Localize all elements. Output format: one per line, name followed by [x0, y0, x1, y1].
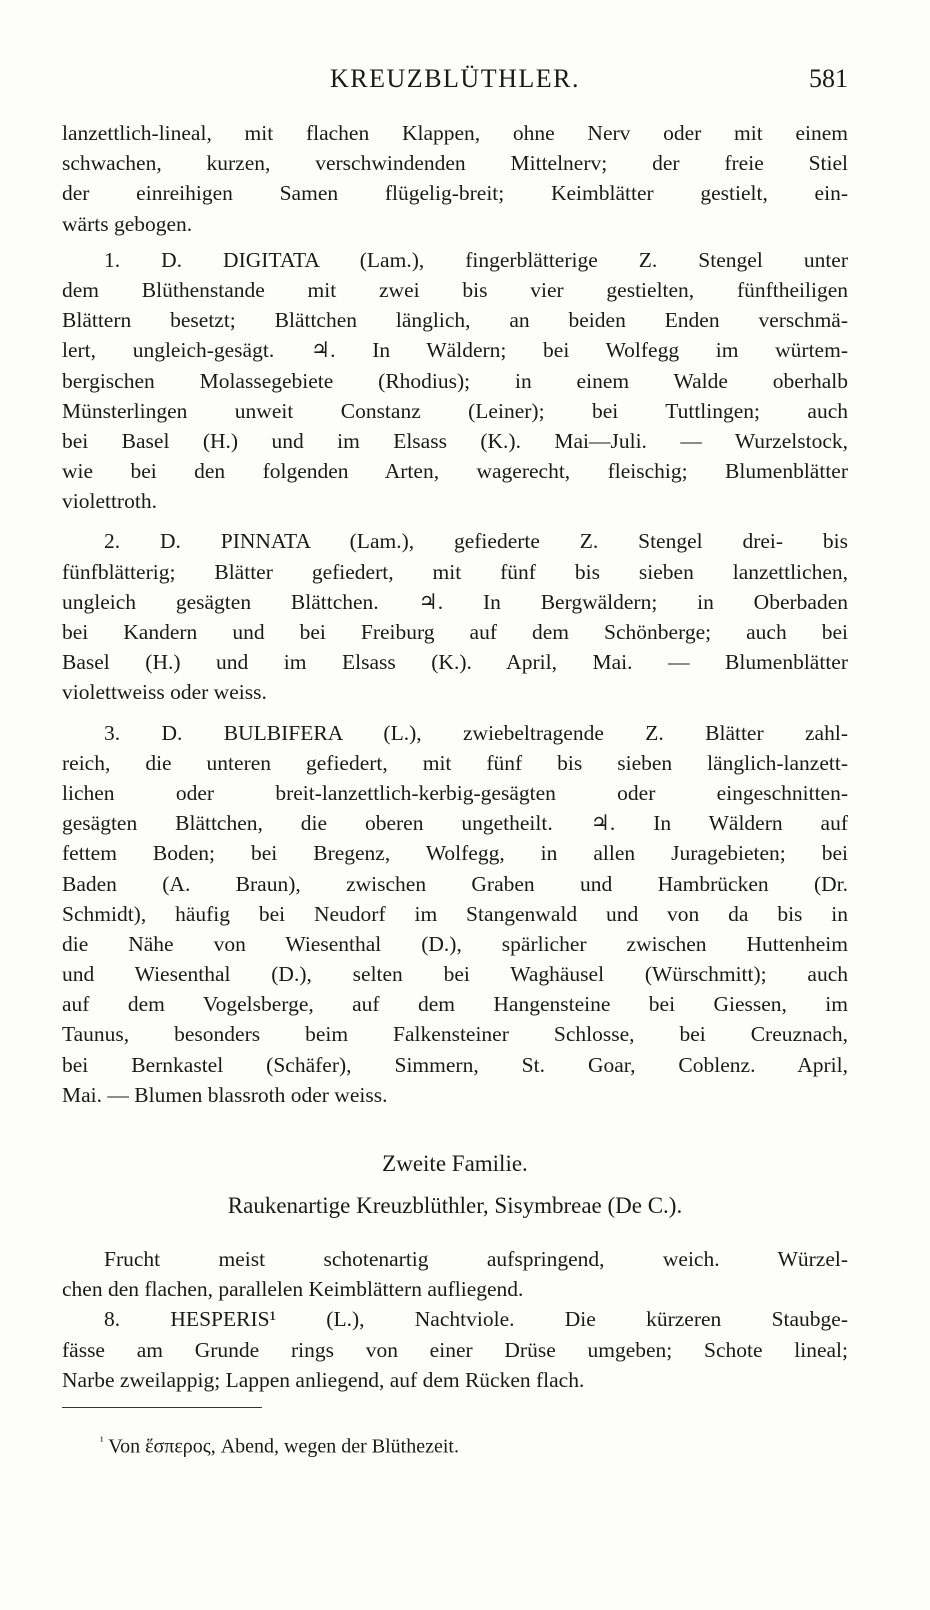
text-line: violettweiss oder weiss.	[62, 680, 267, 705]
text-line: reich, die unteren gefiedert, mit fünf bis sieben länglich-lanzett-	[62, 750, 848, 775]
text-line: Taunus, besonders beim Falkensteiner Schlosse, bei Creuznach,	[62, 1022, 848, 1047]
paragraph-spacer	[62, 708, 848, 718]
text-line: die Nähe von Wiesenthal (D.), spärlicher zwischen Huttenheim	[62, 931, 848, 956]
text-line: 3. D. BULBIFERA (L.), zwiebeltragende Z. Blätter zahl-	[104, 720, 848, 745]
footnote-rule	[62, 1407, 262, 1408]
family-heading: Zweite Familie.	[382, 1151, 528, 1176]
text-line: Baden (A. Braun), zwischen Graben und Hambrücken (Dr.	[62, 871, 848, 896]
running-head	[62, 60, 848, 100]
text-line: fettem Boden; bei Bregenz, Wolfegg, in allen Juragebieten; bei	[62, 841, 848, 866]
text-line: Frucht meist schotenartig aufspringend, weich. Würzel-	[104, 1247, 848, 1271]
text-line: 8. HESPERIS¹ (L.), Nachtviole. Die kürzeren Staubge-	[104, 1307, 848, 1332]
text-line: Narbe zweilappig; Lappen anliegend, auf dem Rücken flach.	[62, 1367, 585, 1392]
text-line: fässe am Grunde rings von einer Drüse umgeben; Schote lineal;	[62, 1337, 848, 1362]
text-line: und Wiesenthal (D.), selten bei Waghäusel (Würschmitt); auch	[62, 962, 848, 987]
text-line: ungleich gesägten Blättchen. ♃. In Bergwäldern; in Oberbaden	[62, 589, 848, 614]
footnote	[100, 1434, 459, 1459]
text-line: Mai. — Blumen blassroth oder weiss.	[62, 1082, 388, 1107]
paragraph-spacer	[62, 516, 848, 526]
text-line: der einreihigen Samen flügelig-breit; Keimblätter gestielt, ein-	[62, 181, 848, 206]
text-line: Blättern besetzt; Blättchen länglich, an beiden Enden verschmä-	[62, 308, 848, 333]
text-line: dem Blüthenstande mit zwei bis vier gestielten, fünftheiligen	[62, 277, 848, 302]
text-line: 1. D. DIGITATA (Lam.), fingerblätterige Z. Stengel unter	[104, 247, 848, 272]
text-line: lichen oder breit-lanzettlich-kerbig-gesägten oder eingeschnitten-	[62, 780, 848, 805]
text-line: wie bei den folgenden Arten, wagerecht, fleischig; Blumenblätter	[62, 459, 848, 484]
text-line: Münsterlingen unweit Constanz (Leiner); bei Tuttlingen; auch	[62, 398, 848, 423]
text-line: gesägten Blättchen, die oberen ungetheilt. ♃. In Wäldern auf	[62, 811, 848, 836]
footnote-text: Von ἕσπερος, Abend, wegen der Blüthezeit.	[108, 1435, 459, 1458]
text-line: Basel (H.) und im Elsass (K.). April, Mai. — Blumenblätter	[62, 650, 848, 675]
text-line: bei Basel (H.) und im Elsass (K.). Mai—Juli. — Wurzelstock,	[62, 428, 848, 453]
text-line: wärts gebogen.	[62, 211, 193, 236]
title-spacer-2	[62, 1234, 848, 1244]
text-line: bei Bernkastel (Schäfer), Simmern, St. Goar, Coblenz. April,	[62, 1052, 848, 1077]
text-line: lanzettlich-lineal, mit flachen Klappen, ohne Nerv oder mit einem	[62, 121, 848, 145]
text-line: schwachen, kurzen, verschwindenden Mittelnerv; der freie Stiel	[62, 151, 848, 176]
text-line: auf dem Vogelsberge, auf dem Hangensteine bei Giessen, im	[62, 992, 848, 1017]
main-text	[62, 118, 848, 1395]
footnote-mark: ¹	[100, 1434, 104, 1448]
text-line: bei Kandern und bei Freiburg auf dem Schönberge; auch bei	[62, 620, 848, 644]
text-line: 2. D. PINNATA (Lam.), gefiederte Z. Stengel drei- bis	[104, 529, 848, 554]
text-line: violettroth.	[62, 489, 157, 514]
genus-paragraphs	[62, 1244, 848, 1395]
family-title: Raukenartige Kreuzblüthler, Sisymbreae (De C.).	[227, 1193, 683, 1218]
text-line: Schmidt), häufig bei Neudorf im Stangenwald und von da bis in	[62, 901, 848, 926]
text-line: fünfblätterig; Blätter gefiedert, mit fünf bis sieben lanzettlichen,	[62, 559, 848, 584]
text-line: lert, ungleich-gesägt. ♃. In Wäldern; bei Wolfegg im würtem-	[62, 338, 848, 363]
title-spacer	[62, 1224, 848, 1234]
section-spacer	[62, 1110, 848, 1146]
text-line: chen den flachen, parallelen Keimblättern aufliegend.	[62, 1277, 524, 1302]
page-number: 581	[809, 64, 848, 93]
running-title: KREUZBLÜTHLER.	[330, 64, 580, 93]
text-line: bergischen Molassegebiete (Rhodius); in einem Walde oberhalb	[62, 368, 848, 393]
body-paragraphs	[62, 118, 848, 1110]
